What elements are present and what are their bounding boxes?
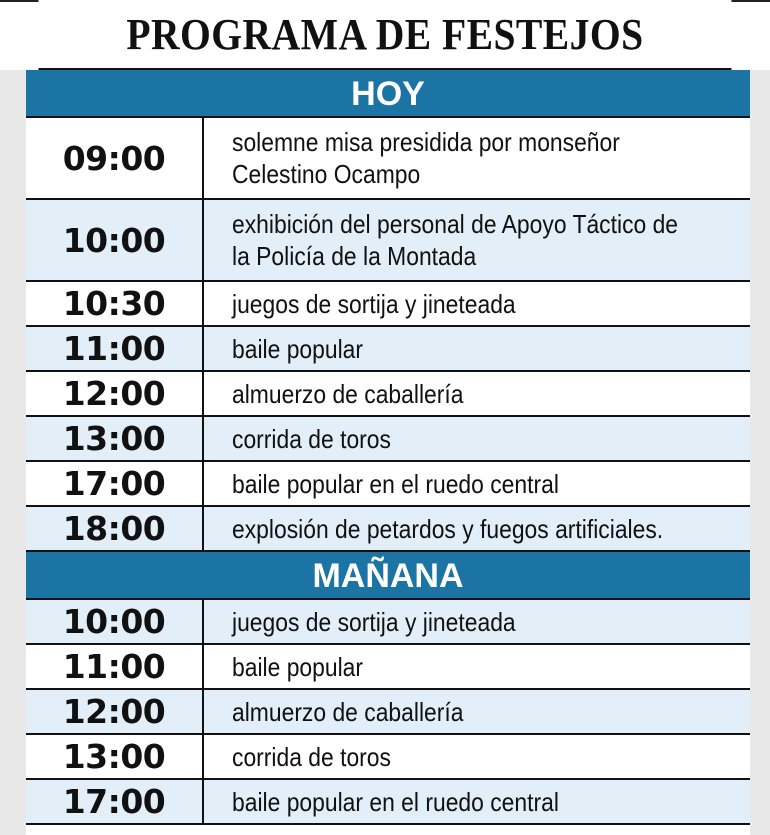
event-time: 12:00 xyxy=(26,372,204,415)
table-row xyxy=(26,462,750,507)
event-description: baile popular xyxy=(232,333,364,364)
event-description: almuerzo de caballería xyxy=(232,378,464,409)
section-header-manana: MAÑANA xyxy=(26,552,750,600)
event-time: 13:00 xyxy=(26,417,204,460)
event-time: 11:00 xyxy=(26,645,204,688)
event-description: explosión de petardos y fuegos artificiales. xyxy=(232,513,664,544)
page-title: PROGRAMA DE FESTEJOS xyxy=(39,0,732,70)
table-row xyxy=(26,780,750,825)
event-time: 11:00 xyxy=(26,327,204,370)
event-description: juegos de sortija y jineteada xyxy=(232,288,516,319)
event-description: exhibición del personal de Apoyo Táctico de la Policía de la Montada xyxy=(232,209,679,271)
event-time: 12:00 xyxy=(26,690,204,733)
event-time: 13:00 xyxy=(26,735,204,778)
event-description: baile popular en el ruedo central xyxy=(232,468,559,499)
event-time: 10:30 xyxy=(26,282,204,325)
event-description: solemne misa presidida por monseñor Celestino Ocampo xyxy=(232,127,620,189)
table-row xyxy=(26,200,750,282)
event-time: 10:00 xyxy=(26,600,204,643)
table-row xyxy=(26,735,750,780)
event-time: 17:00 xyxy=(26,462,204,505)
table-row xyxy=(26,327,750,372)
table-row xyxy=(26,372,750,417)
table-row xyxy=(26,507,750,552)
section-header-hoy: HOY xyxy=(26,70,750,118)
event-description: corrida de toros xyxy=(232,741,391,772)
table-row xyxy=(26,690,750,735)
left-margin xyxy=(0,70,26,835)
event-description: juegos de sortija y jineteada xyxy=(232,606,516,637)
table-row xyxy=(26,645,750,690)
right-margin xyxy=(750,70,770,835)
event-time: 17:00 xyxy=(26,780,204,823)
table-row xyxy=(26,417,750,462)
table-row xyxy=(26,118,750,200)
event-time: 18:00 xyxy=(26,507,204,550)
schedule-table xyxy=(26,70,750,825)
event-description: baile popular xyxy=(232,651,364,682)
table-row xyxy=(26,282,750,327)
event-description: corrida de toros xyxy=(232,423,391,454)
event-description: almuerzo de caballería xyxy=(232,696,464,727)
event-description: baile popular en el ruedo central xyxy=(232,786,559,817)
event-time: 09:00 xyxy=(26,118,204,198)
event-time: 10:00 xyxy=(26,200,204,280)
table-row xyxy=(26,600,750,645)
